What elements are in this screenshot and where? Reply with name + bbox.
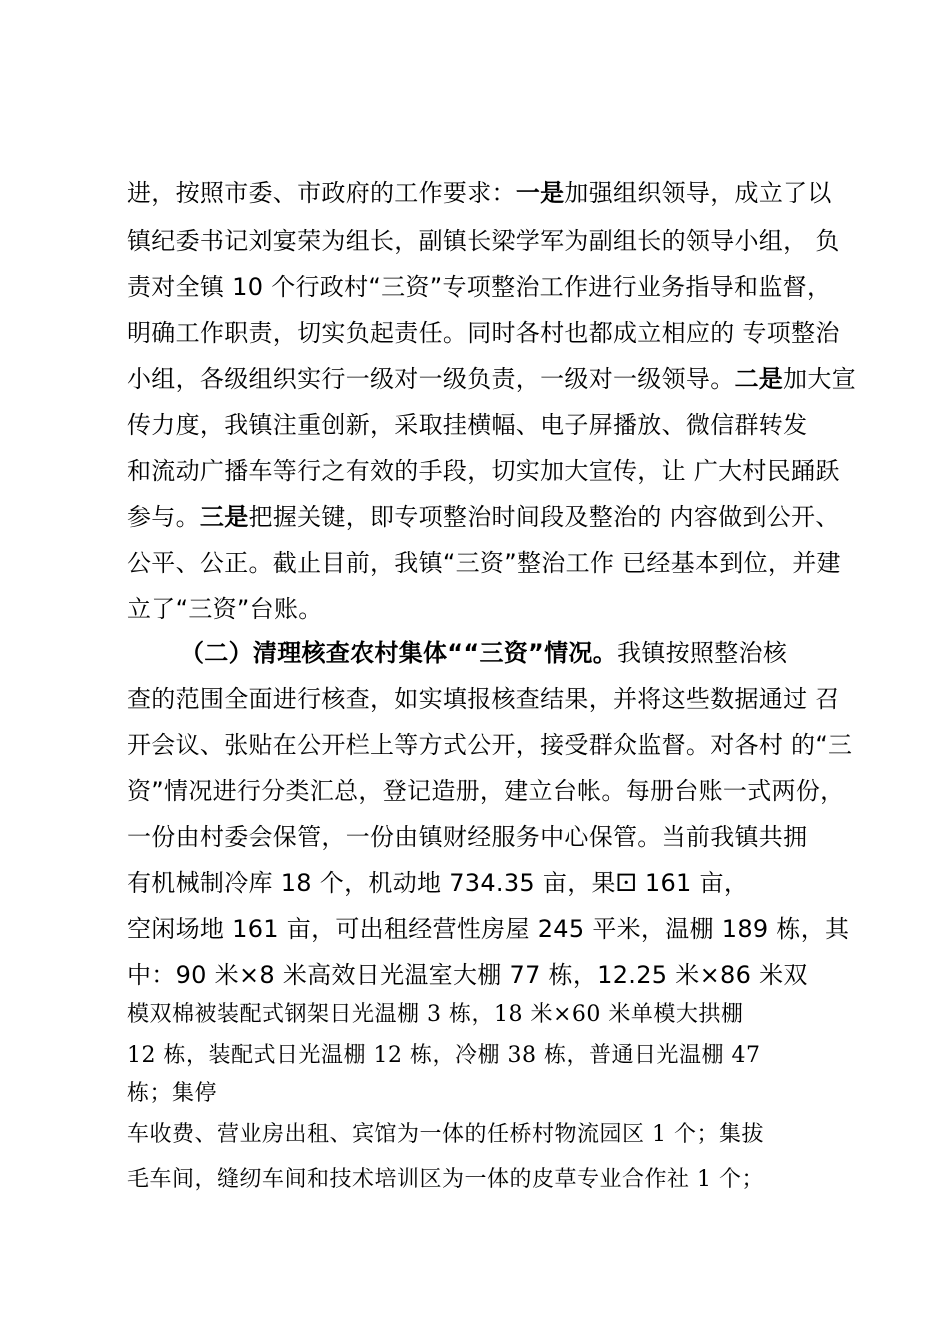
p1-line-3: 责对全镇 10 个行政村“三资”专项整治工作进行业务指导和监督， (127, 273, 832, 301)
p1-line-9: 公平、公正。截止目前，我镇“三资”整治工作 已经基本到位，并建 (127, 549, 841, 577)
p2-line-4: 资”情况进行分类汇总，登记造册，建立台帐。每册台账一式两份， (127, 777, 845, 805)
p2-line-9: 模双棉被装配式钢架日光温棚 3 栋，18 米×60 米单模大拱棚 (127, 1002, 744, 1027)
p2-line-5: 一份由村委会保管，一份由镇财经服务中心保管。当前我镇共拥 (127, 823, 808, 851)
p2-line-10: 12 栋，装配式日光温棚 12 栋，冷棚 38 栋，普通日光温棚 47 (127, 1043, 761, 1068)
text-segment: 把握关键，即专项整治时间段及整治的 内容做到公开、 (248, 503, 840, 531)
p2-line-7: 空闲场地 161 亩，可出租经营性房屋 245 平米，温棚 189 栋，其 (127, 915, 850, 943)
p1-line-5 (127, 359, 857, 394)
p1-line-2: 镇纪委书记刘宴荣为组长，副镇长梁学军为副组长的领导小组， 负 (127, 227, 840, 255)
p2-line-11: 栋；集停 (127, 1081, 218, 1106)
bold-keyword: 三是 (199, 503, 249, 531)
p1-line-10: 立了“三资”台账。 (127, 595, 323, 623)
text-segment: 进，按照市委、市政府的工作要求： (127, 179, 516, 207)
p1-line-8 (127, 497, 857, 532)
p2-line-6: 有机械制冷库 18 个，机动地 734.35 亩，果⚀ 161 亩， (127, 869, 749, 897)
p1-line-7: 和流动广播车等行之有效的手段，切实加大宣传，让 广大村民踊跃 (127, 457, 840, 485)
p2-line-3: 开会议、张贴在公开栏上等方式公开，接受群众监督。对各村 的“三 (127, 731, 853, 759)
p2-line-8: 中：90 米×8 米高效日光温室大棚 77 栋，12.25 米×86 米双 (127, 961, 808, 989)
p1-line-1 (127, 173, 857, 208)
text-segment: 小组，各级组织实行一级对一级负责，一级对一级领导。 (127, 365, 735, 393)
text-segment: 参与。 (127, 503, 200, 531)
text-segment: 我镇按照整治核 (617, 639, 788, 667)
p2-line-12: 车收费、营业房出租、宾馆为一体的任桥村物流园区 1 个；集拔 (127, 1122, 764, 1147)
text-segment: 加强组织领导，成立了以 (564, 179, 832, 207)
section-heading: （二）清理核查农村集体““三资”情况。 (180, 639, 618, 667)
bold-keyword: 一是 (515, 179, 565, 207)
bold-keyword: 二是 (734, 365, 784, 393)
p1-line-6: 传力度，我镇注重创新，采取挂横幅、电子屏播放、微信群转发 (127, 411, 808, 439)
p1-line-4: 明确工作职责，切实负起责任。同时各村也都成立相应的 专项整治 (127, 319, 840, 347)
p2-line-13: 毛车间，缝纫车间和技术培训区为一体的皮草专业合作社 1 个； (127, 1167, 764, 1192)
text-segment: 加大宣 (783, 365, 857, 393)
p2-line-2: 查的范围全面进行核查，如实填报核查结果，并将这些数据通过 召 (127, 685, 840, 713)
p2-line-1 (180, 633, 860, 668)
